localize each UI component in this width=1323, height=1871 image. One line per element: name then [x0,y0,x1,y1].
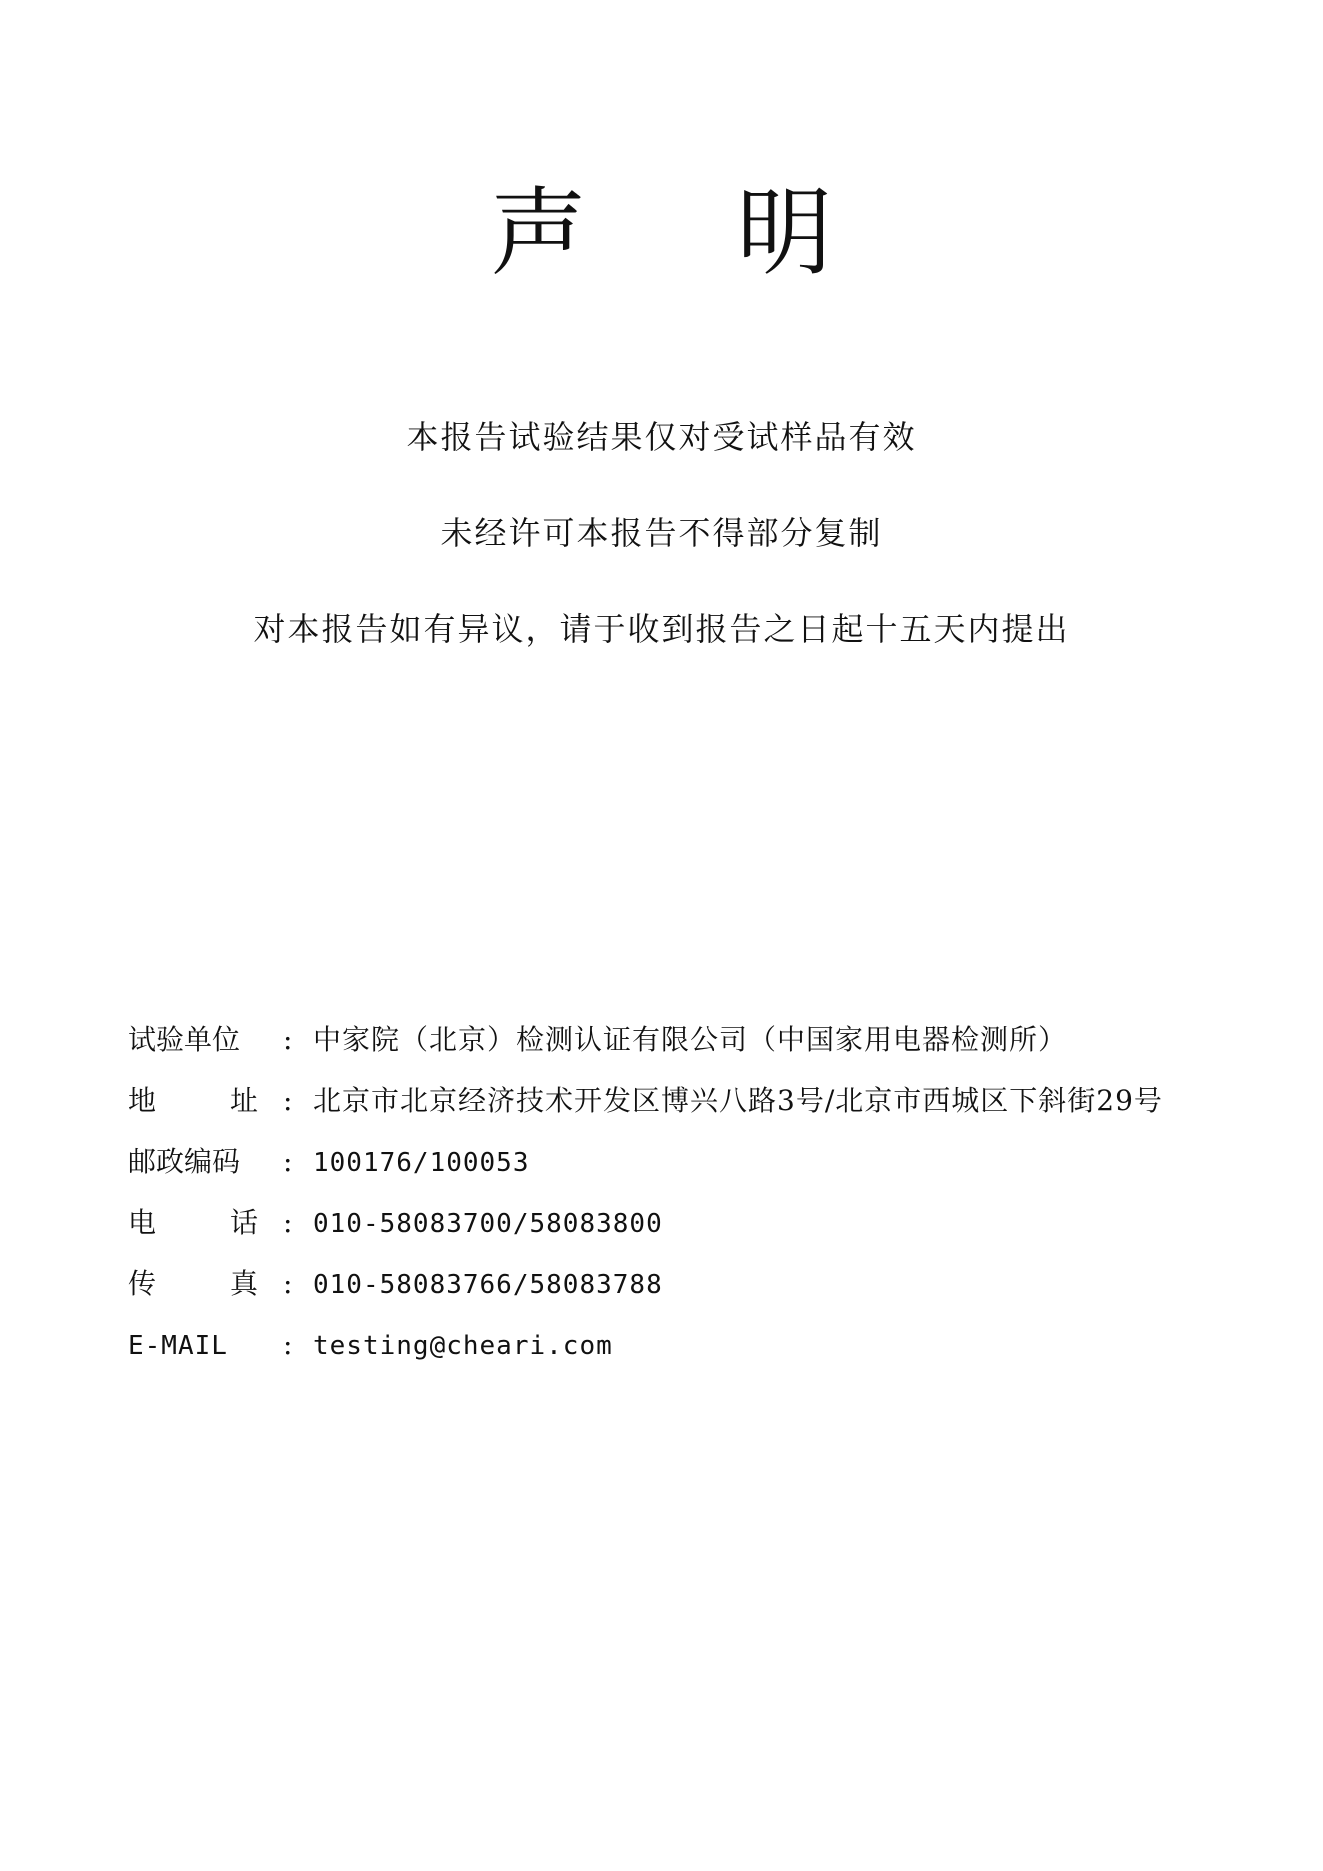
fax-label-a: 传 [128,1267,157,1300]
phone-label-b: 话 [229,1206,258,1239]
postcode-value: 100176/100053 [313,1148,530,1178]
address-label [128,1081,283,1121]
title-char-1: 声 [490,177,587,289]
phone-label [128,1203,283,1243]
phone-value: 010-58083700/58083800 [313,1209,663,1239]
statement-validity: 本报告试验结果仅对受试样品有效 [406,418,917,456]
unit-colon: : [283,1023,293,1056]
contact-info [128,1020,1228,1386]
address-value: 北京市北京经济技术开发区博兴八路3号/北京市西城区下斜街29号 [313,1084,1163,1117]
contact-row-unit [128,1020,1228,1081]
fax-colon: : [283,1267,293,1300]
address-label-a: 地 [128,1084,157,1117]
address-colon: : [283,1084,293,1117]
address-label-spread [128,1081,258,1121]
phone-label-a: 电 [128,1206,157,1239]
title-char-2: 明 [736,177,833,289]
statement-objection: 对本报告如有异议，请于收到报告之日起十五天内提出 [253,610,1070,648]
contact-row-phone [128,1203,1228,1264]
statement-list [0,417,1323,705]
email-value[interactable]: testing@cheari.com [313,1331,613,1361]
statement-copy-restriction: 未经许可本报告不得部分复制 [440,514,883,552]
contact-row-email [128,1325,1228,1386]
address-label-b: 址 [229,1084,258,1117]
phone-label-spread [128,1203,258,1243]
postcode-colon: : [283,1145,293,1178]
fax-label-spread [128,1264,258,1304]
unit-value: 中家院（北京）检测认证有限公司（中国家用电器检测所） [313,1023,1068,1056]
fax-label [128,1264,283,1304]
postcode-label: 邮政编码 [128,1145,241,1178]
email-label: E-MAIL [128,1331,228,1361]
fax-label-b: 真 [229,1267,258,1300]
page-title [0,178,1323,288]
contact-row-address [128,1081,1228,1142]
email-colon: : [283,1328,293,1361]
contact-row-postcode [128,1142,1228,1203]
phone-colon: : [283,1206,293,1239]
unit-label: 试验单位 [128,1023,241,1056]
fax-value: 010-58083766/58083788 [313,1270,663,1300]
contact-row-fax [128,1264,1228,1325]
